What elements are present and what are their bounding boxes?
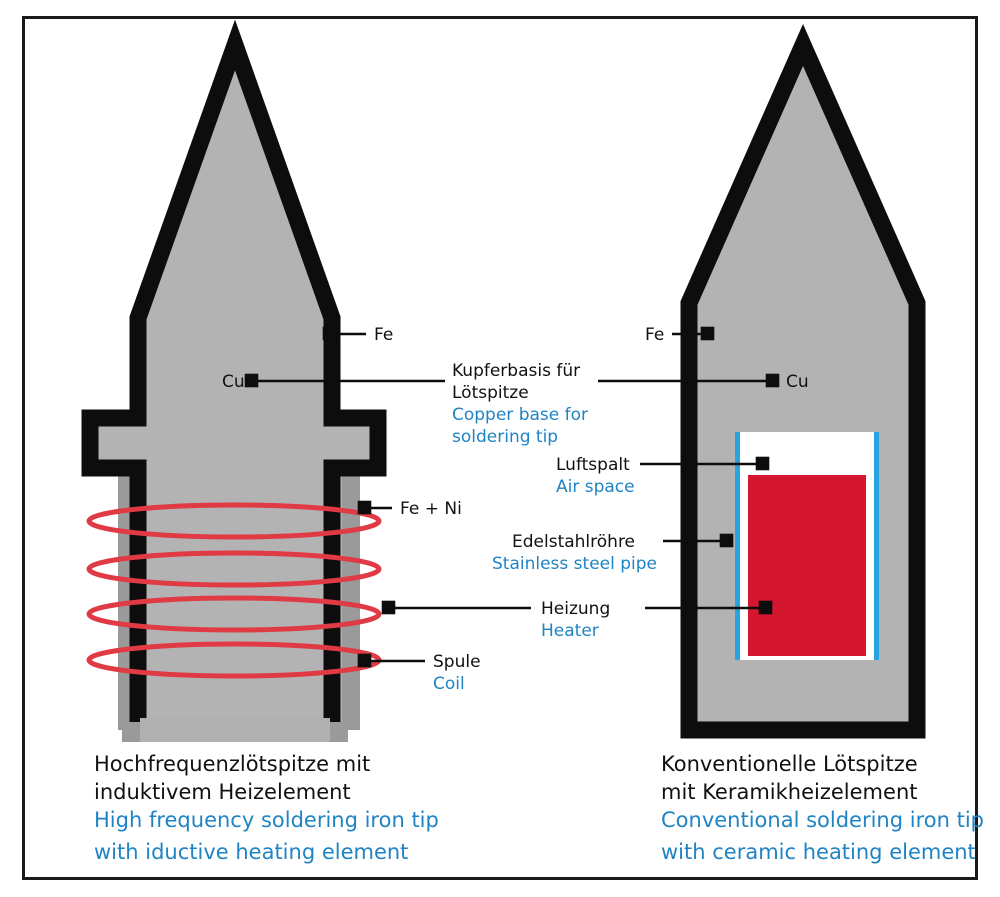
caption-right-en-line2: with ceramic heating element bbox=[661, 840, 976, 864]
label-coil-de: Spule bbox=[433, 652, 481, 672]
caption-right-en-line1: Conventional soldering iron tip bbox=[661, 808, 984, 832]
steel-pipe-left-wall bbox=[735, 432, 740, 660]
label-heater-de: Heizung bbox=[541, 599, 611, 619]
label-fe-right: Fe bbox=[645, 325, 665, 345]
label-coil-en: Coil bbox=[433, 674, 465, 694]
ceramic-heater-rect bbox=[748, 475, 866, 656]
label-heater-en: Heater bbox=[541, 621, 599, 641]
caption-right-de-line1: Konventionelle Lötspitze bbox=[661, 752, 918, 776]
label-copper-base-en-line1: Copper base for bbox=[452, 405, 589, 425]
label-pipe-en: Stainless steel pipe bbox=[492, 554, 658, 574]
label-copper-base-de-line1: Kupferbasis für bbox=[452, 361, 581, 381]
left-shaft-bottom-inner-mask bbox=[140, 718, 330, 742]
caption-right-de-line2: mit Keramikheizelement bbox=[661, 780, 918, 804]
label-cu-right: Cu bbox=[786, 372, 809, 392]
caption-left-de-line1: Hochfrequenzlötspitze mit bbox=[94, 752, 371, 776]
label-copper-base-en-line2: soldering tip bbox=[452, 427, 559, 447]
caption-left-de-line2: induktivem Heizelement bbox=[94, 780, 351, 804]
label-pipe-de: Edelstahlröhre bbox=[512, 532, 636, 552]
caption-left-en-line2: with iductive heating element bbox=[94, 840, 409, 864]
steel-pipe-right-wall bbox=[874, 432, 879, 660]
label-copper-base-de-line2: Lötspitze bbox=[452, 383, 529, 403]
caption-left-en-line1: High frequency soldering iron tip bbox=[94, 808, 439, 832]
label-fe-left: Fe bbox=[374, 325, 394, 345]
label-airgap-de: Luftspalt bbox=[556, 455, 630, 475]
label-cu-left: Cu bbox=[222, 372, 245, 392]
label-airgap-en: Air space bbox=[556, 477, 635, 497]
label-fe-ni: Fe + Ni bbox=[400, 499, 462, 519]
left-tip-group bbox=[89, 45, 379, 742]
